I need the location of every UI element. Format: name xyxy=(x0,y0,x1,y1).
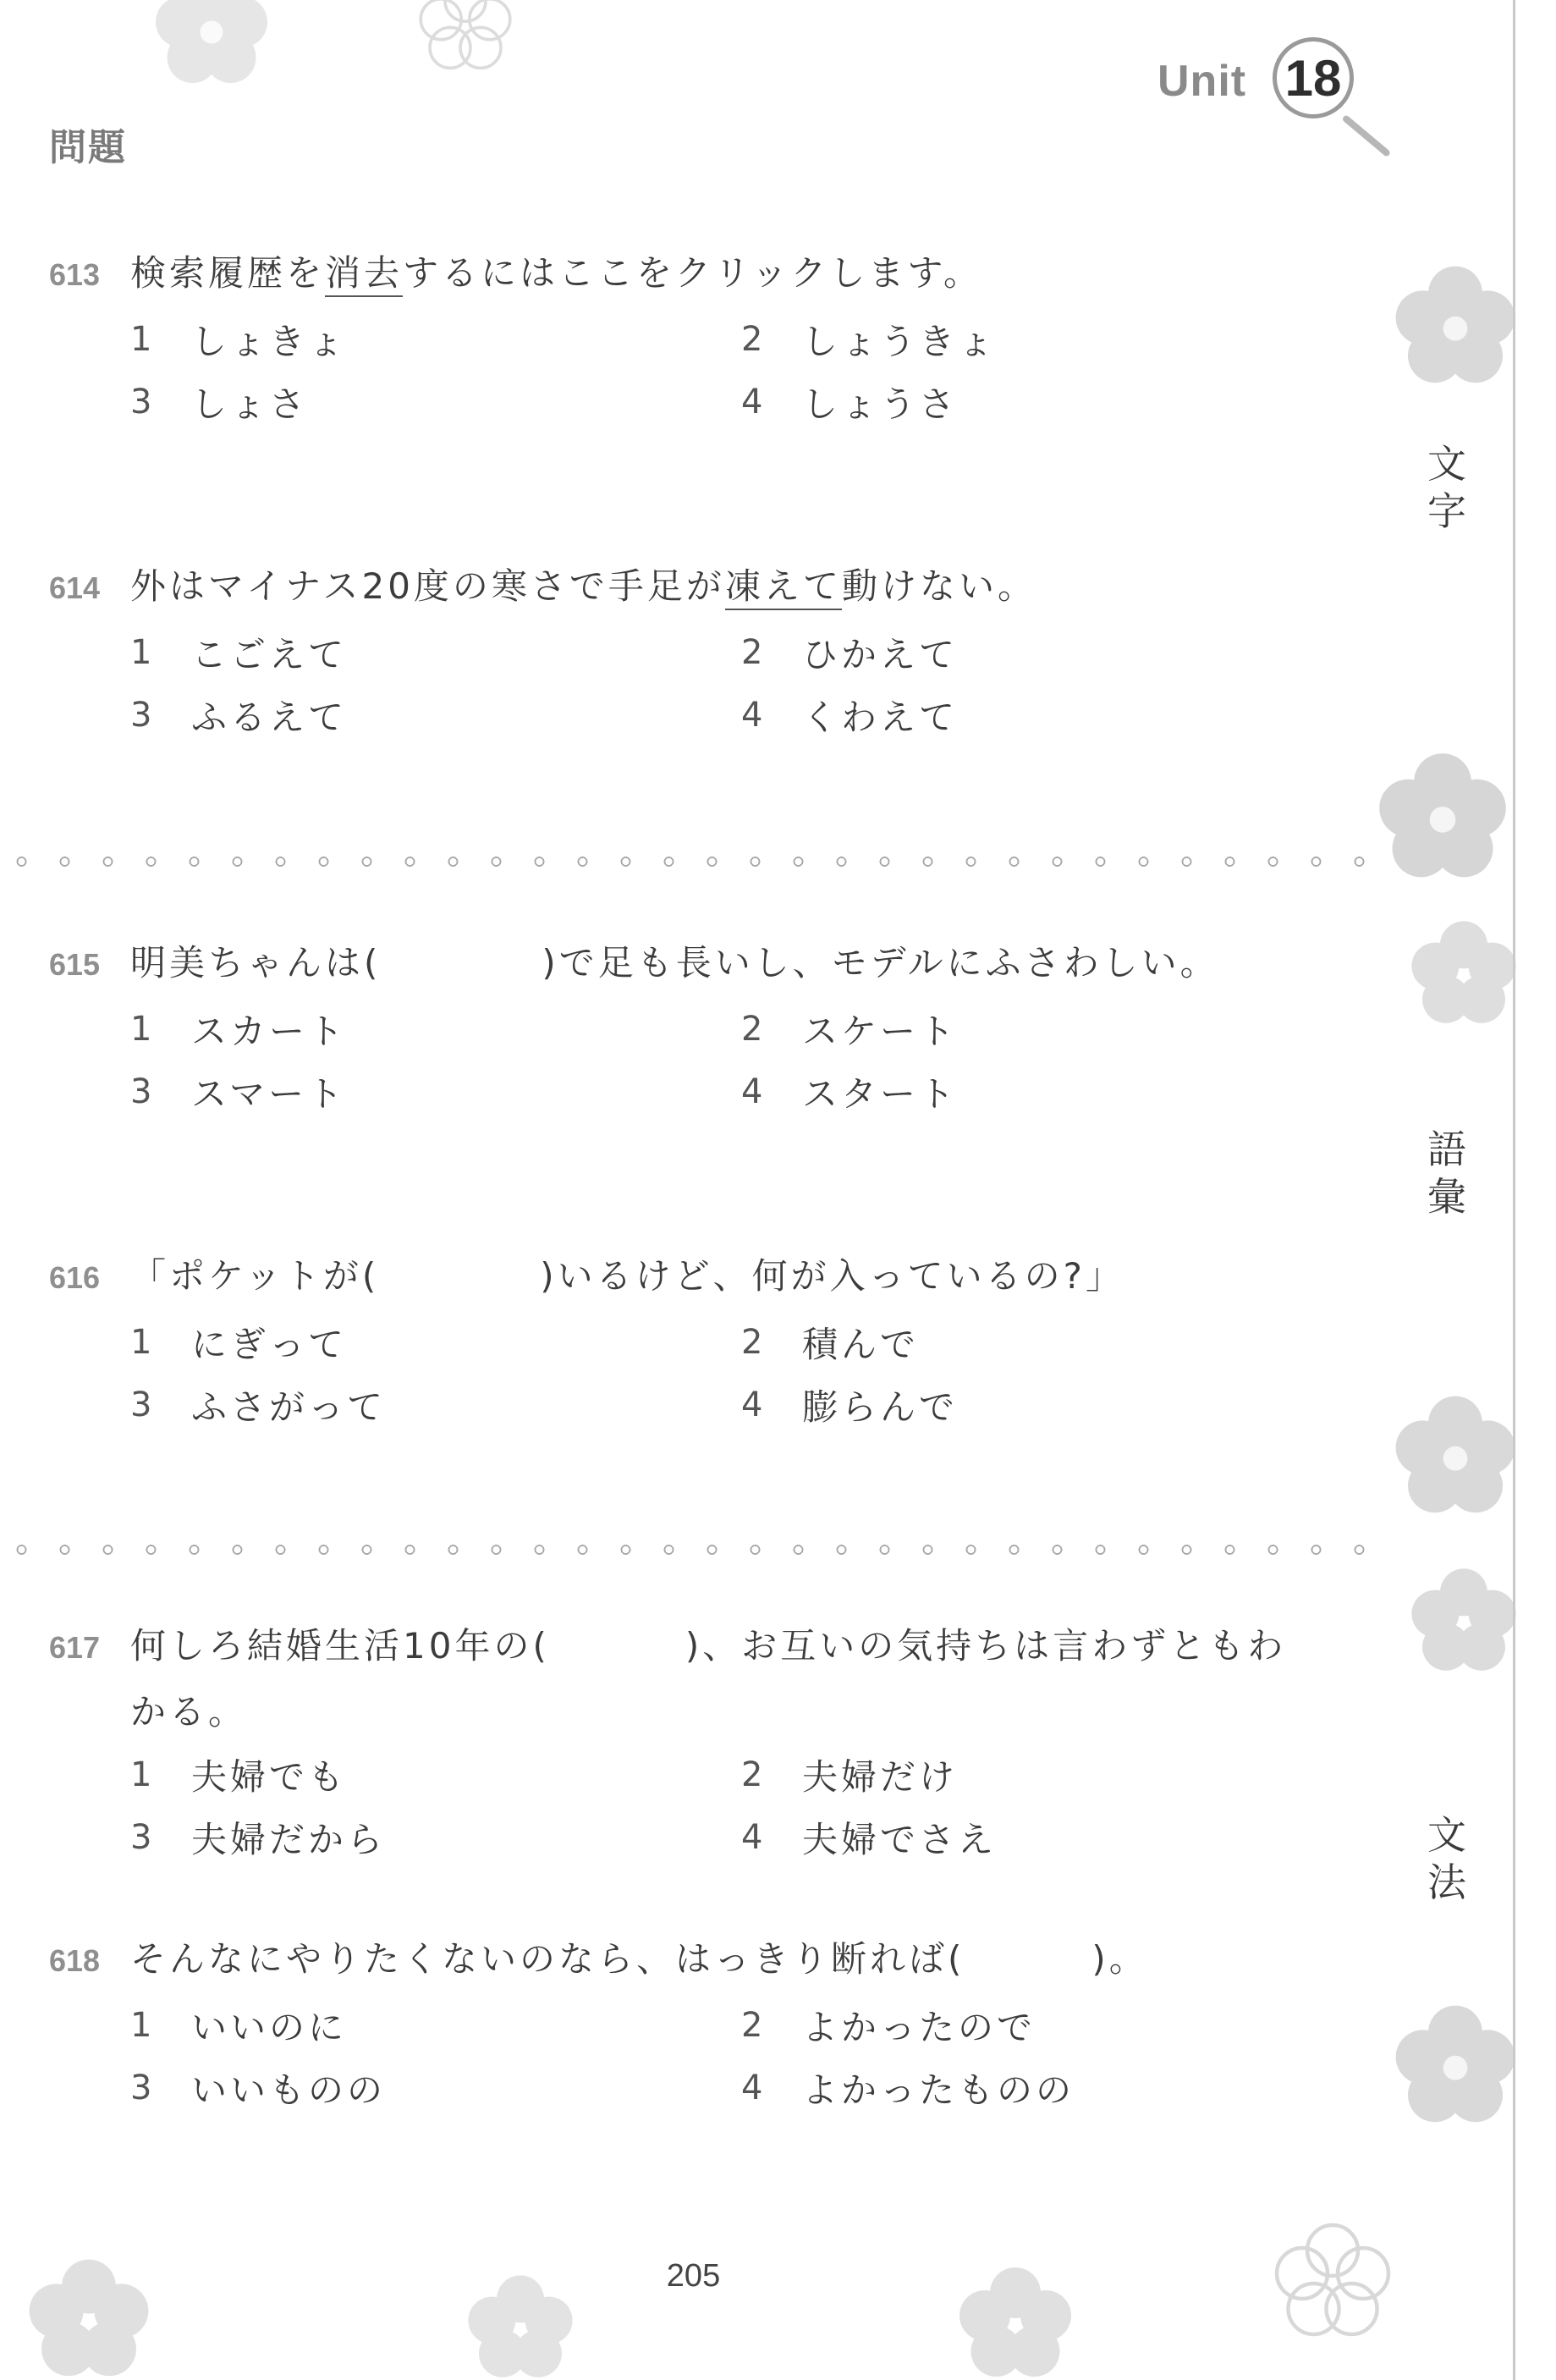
option-4[interactable]: 4 膨らんで xyxy=(741,1386,959,1428)
options-list xyxy=(49,1994,1369,2119)
flower-decoration-icon xyxy=(406,0,525,76)
dotted-divider xyxy=(0,1543,1375,1556)
question-615 xyxy=(49,935,1369,1123)
option-2[interactable]: 2 積んで xyxy=(741,1323,920,1365)
question-614 xyxy=(49,559,1369,747)
flower-decoration-icon xyxy=(1388,1388,1523,1523)
flower-decoration-icon xyxy=(127,0,296,93)
underlined-word: 消去 xyxy=(325,252,403,297)
options-list xyxy=(49,308,1369,433)
options-list xyxy=(49,1744,1369,1869)
option-3[interactable]: 3 しょさ xyxy=(130,383,309,425)
option-4[interactable]: 4 くわえて xyxy=(741,696,959,738)
question-616 xyxy=(49,1248,1369,1436)
flower-decoration-icon xyxy=(1405,1557,1523,1684)
option-2[interactable]: 2 夫婦だけ xyxy=(741,1755,959,1798)
question-number: 614 xyxy=(49,570,101,605)
option-3[interactable]: 3 ふるえて xyxy=(130,696,348,738)
question-617 xyxy=(49,1618,1369,1869)
question-number: 618 xyxy=(49,1943,101,1978)
underlined-word: 凍えて xyxy=(725,565,842,610)
question-number: 616 xyxy=(49,1260,101,1295)
option-2[interactable]: 2 ひかえて xyxy=(741,633,959,675)
option-3[interactable]: 3 夫婦だから xyxy=(130,1818,387,1860)
option-1[interactable]: 1 いいのに xyxy=(130,2006,348,2048)
side-label-bunpo: 文法 xyxy=(1427,1812,1466,1905)
question-number: 615 xyxy=(49,947,101,982)
flower-decoration-icon xyxy=(1371,745,1515,889)
question-text-continuation: かる。 xyxy=(130,1691,248,1733)
question-text: 検索履歴を消去するにはここをクリックします。 xyxy=(130,245,982,296)
question-text: そんなにやりたくないのなら、はっきり断れば( )。 xyxy=(130,1938,1148,1980)
option-2[interactable]: 2 スケート xyxy=(741,1010,959,1052)
question-number: 617 xyxy=(49,1630,101,1665)
page-number: 205 xyxy=(666,2258,721,2294)
option-1[interactable]: 1 夫婦でも xyxy=(130,1755,348,1798)
option-1[interactable]: 1 しょきょ xyxy=(130,320,348,362)
option-4[interactable]: 4 スタート xyxy=(741,1072,959,1115)
question-text: 明美ちゃんは( )で足も長いし、モデルにふさわしい。 xyxy=(130,942,1219,983)
option-2[interactable]: 2 よかったので xyxy=(741,2006,1036,2048)
options-list xyxy=(49,998,1369,1123)
unit-label: Unit xyxy=(1157,57,1247,106)
question-text: 「ポケットが( )いるけど、何が入っているの?」 xyxy=(130,1255,1124,1297)
flower-decoration-icon xyxy=(1388,254,1523,398)
section-title: 問題 xyxy=(49,126,127,169)
option-4[interactable]: 4 しょうさ xyxy=(741,383,959,425)
magnifier-handle-icon xyxy=(1341,114,1391,157)
question-number: 613 xyxy=(49,257,101,292)
options-list xyxy=(49,1311,1369,1436)
side-label-moji: 文字 xyxy=(1427,441,1466,534)
option-3[interactable]: 3 いいものの xyxy=(130,2069,387,2111)
unit-number-badge: 18 xyxy=(1273,37,1354,118)
question-text: 何しろ結婚生活10年の( )、お互いの気持ちは言わずともわ xyxy=(130,1625,1287,1667)
option-3[interactable]: 3 スマート xyxy=(130,1072,347,1115)
options-list xyxy=(49,621,1369,747)
question-613 xyxy=(49,245,1369,433)
question-618 xyxy=(49,1931,1369,2119)
option-2[interactable]: 2 しょうきょ xyxy=(741,320,998,362)
flower-decoration-icon xyxy=(1405,914,1523,1033)
option-1[interactable]: 1 スカート xyxy=(130,1010,348,1052)
side-label-goi: 語彙 xyxy=(1427,1127,1466,1220)
option-1[interactable]: 1 にぎって xyxy=(130,1323,348,1365)
option-1[interactable]: 1 こごえて xyxy=(130,633,348,675)
option-4[interactable]: 4 よかったものの xyxy=(741,2069,1075,2111)
option-4[interactable]: 4 夫婦でさえ xyxy=(741,1818,998,1860)
option-3[interactable]: 3 ふさがって xyxy=(130,1386,387,1428)
page-edge-line xyxy=(1513,0,1515,2380)
flower-decoration-icon xyxy=(1388,1997,1523,2133)
dotted-divider xyxy=(0,855,1375,868)
question-text: 外はマイナス20度の寒さで手足が凍えて動けない。 xyxy=(130,559,1036,609)
